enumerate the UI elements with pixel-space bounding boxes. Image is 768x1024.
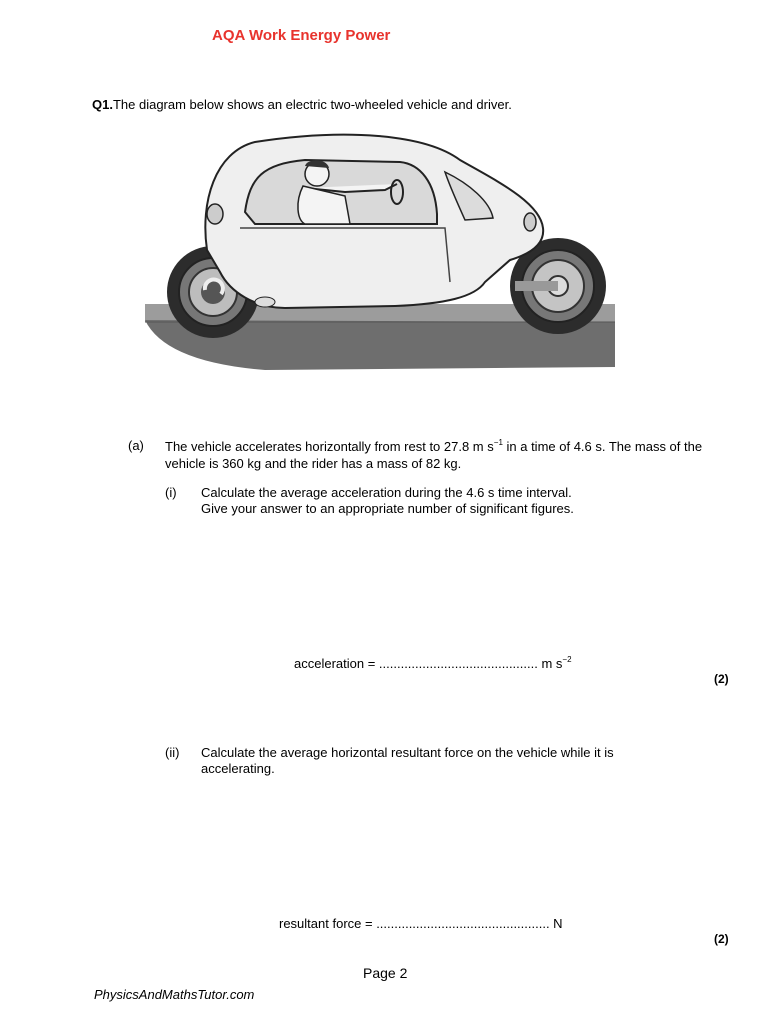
- part-a-text-2: in a time of 4.6 s. The mass of the vehicle is 360 kg and the rider has a mass of 82 kg.: [165, 439, 703, 471]
- question-intro-text: The diagram below shows an electric two-wheeled vehicle and driver.: [112, 97, 512, 112]
- page-number: Page 2: [363, 965, 408, 981]
- part-a-text-1: The vehicle accelerates horizontally from rest to 27.8 m s: [165, 439, 494, 454]
- sub-ii-line-2: accelerating.: [201, 761, 275, 776]
- part-a-text: [165, 438, 705, 472]
- sub-i-line-2: Give your answer to an appropriate number of significant figures.: [201, 501, 574, 516]
- sub-i-line-1: Calculate the average acceleration during the 4.6 s time interval.: [201, 485, 572, 500]
- sub-i-text: [201, 485, 574, 517]
- acceleration-answer-label: acceleration = ............................................ m s: [294, 656, 563, 671]
- resultant-force-answer-line[interactable]: resultant force = ................................................ N: [279, 916, 563, 931]
- sub-ii-line-1: Calculate the average horizontal resultant force on the vehicle while it is: [201, 745, 614, 760]
- footer-site: PhysicsAndMathsTutor.com: [94, 987, 255, 1002]
- sub-i-label: (i): [165, 485, 177, 500]
- acceleration-unit-exponent: −2: [562, 655, 572, 664]
- sub-ii-label: (ii): [165, 745, 180, 760]
- marks-sub-ii: (2): [714, 932, 729, 946]
- acceleration-answer-line[interactable]: [294, 656, 572, 671]
- unit-exponent: −1: [493, 438, 503, 447]
- sub-ii-text: [201, 745, 614, 777]
- part-a-label: (a): [128, 438, 144, 453]
- vehicle-illustration: [145, 132, 615, 382]
- marks-sub-i: (2): [714, 672, 729, 686]
- question-number: Q1.: [92, 97, 113, 112]
- page-title: AQA Work Energy Power: [212, 27, 391, 44]
- question-intro: [92, 97, 512, 112]
